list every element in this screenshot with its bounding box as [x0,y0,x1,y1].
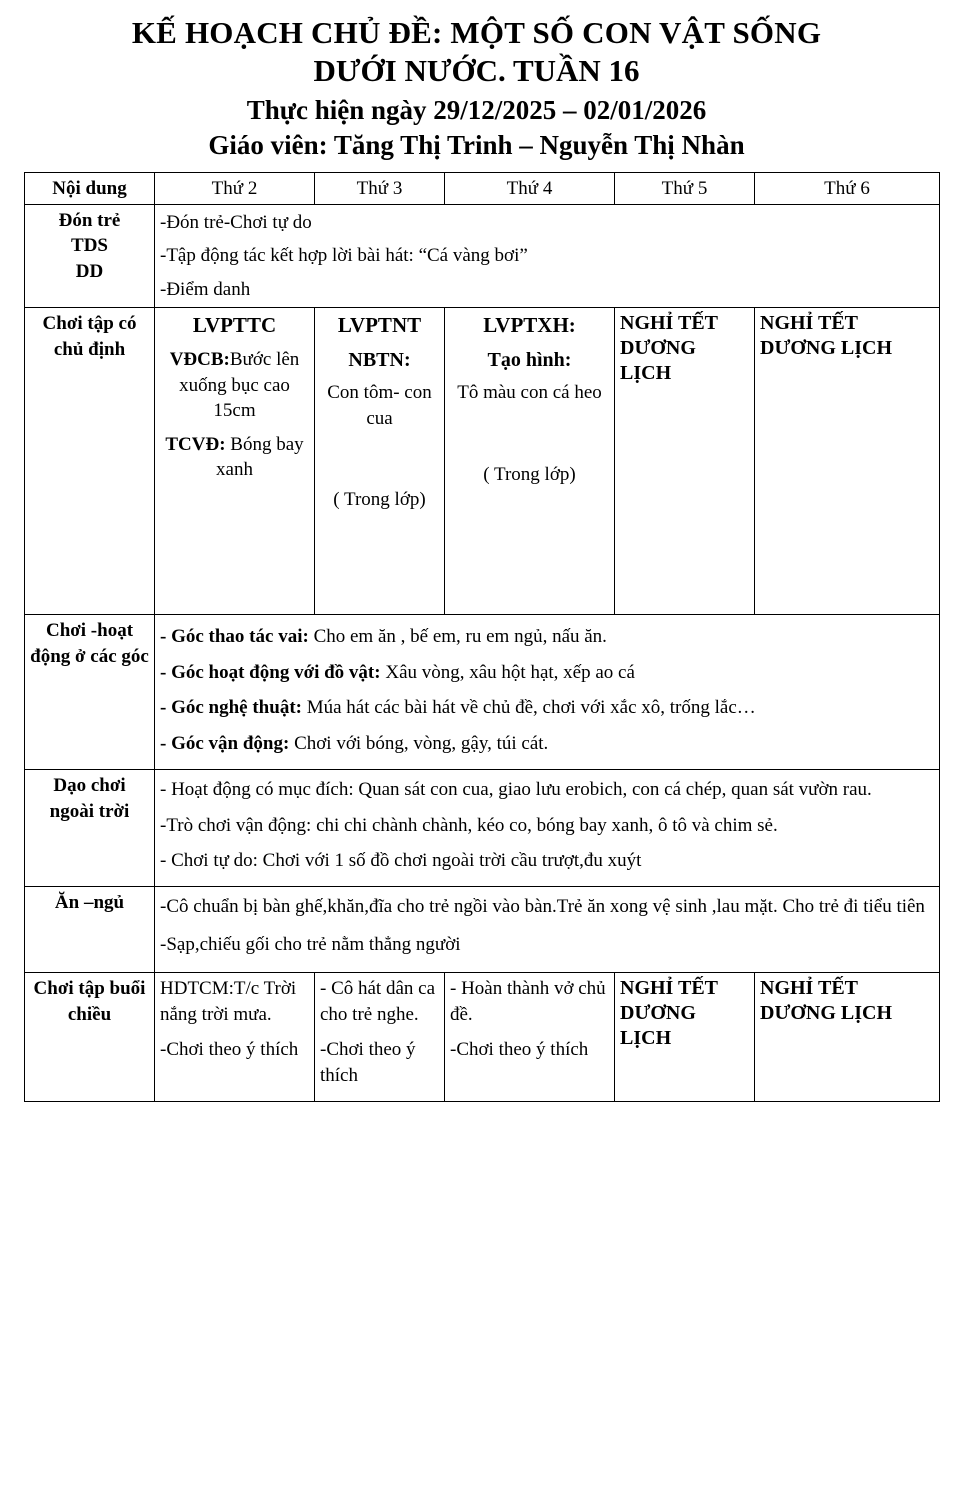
lvptxh-title: LVPTXH: [483,313,576,338]
cell-buoi-chieu-thu3 [315,973,445,1102]
goc-item-4 [160,731,934,756]
row-label-don-tre [25,204,155,307]
tcvd-line [160,432,309,483]
cell-an-ngu-content [155,887,940,973]
row-label-choi-tap: Chơi tập có chủ định [25,308,155,615]
goc-item-2-label: - Góc hoạt động với đồ vật: [160,661,381,683]
table-row-goc [25,615,940,770]
title-line-2: DƯỚI NƯỚC. TUẦN 16 [313,52,640,88]
goc-item-2 [160,660,934,685]
vdcb-line [160,347,309,423]
nghi-tet-thu5: NGHỈ TẾT DƯƠNG LỊCH [620,312,718,385]
lvpttc-title: LVPTTC [192,313,277,338]
cell-buoi-chieu-thu6 [755,973,940,1102]
dao-choi-item-1: - Hoạt động có mục đích: Quan sát con cua, giao lưu erobich, con cá chép, quan sát vườn rau. [160,779,872,801]
document-header [24,14,929,162]
goc-item-3 [160,695,934,720]
cell-choi-tap-thu4 [445,308,615,615]
don-tre-line-3: -Điểm danh [160,278,251,300]
buoi-chieu-thu4-line-2: -Chơi theo ý thích [450,1039,589,1061]
vdcb-text: Bước lên xuống bục cao 15cm [179,349,300,422]
goc-item-1-text: Cho em ăn , bế em, ru em ngủ, nấu ăn. [308,626,607,648]
nbtn-label: NBTN: [348,349,411,372]
cell-don-tre-content [155,204,940,307]
vdcb-label: VĐCB: [169,349,230,371]
cell-choi-tap-thu6 [755,308,940,615]
dao-choi-item-2: -Trò chơi vận động: chi chi chành chành, kéo co, bóng bay xanh, ô tô và chim sẻ. [160,814,778,836]
header-cell-thu4: Thứ 4 [445,172,615,204]
thu4-note: ( Trong lớp) [483,463,576,485]
cell-choi-tap-thu5 [615,308,755,615]
buoi-chieu-thu4-line-1: - Hoàn thành vở chủ đề. [450,978,606,1025]
row-label-dao-choi: Dạo chơi ngoài trời [25,770,155,887]
goc-item-1 [160,624,934,649]
goc-item-4-label: - Góc vận động: [160,732,290,754]
header-cell-thu6: Thứ 6 [755,172,940,204]
goc-item-3-text: Múa hát các bài hát về chủ đề, chơi với xắc xô, trống lắc… [301,697,756,719]
buoi-chieu-thu3-line-2: -Chơi theo ý thích [320,1039,416,1086]
cell-goc-content [155,615,940,770]
thu3-note: ( Trong lớp) [333,489,426,511]
label-don-tre: Đón trẻ [58,209,121,231]
nghi-tet-pm-thu6: NGHỈ TẾT DƯƠNG LỊCH [760,977,893,1025]
table-row-buoi-chieu [25,973,940,1102]
label-dd: DD [75,260,104,282]
goc-item-1-label: - Góc thao tác vai: [160,626,309,648]
tcvd-text: Bóng bay xanh [216,433,304,481]
lvptnt-title: LVPTNT [337,313,422,338]
cell-choi-tap-thu3 [315,308,445,615]
table-row-choi-tap-co-chu-dinh [25,308,940,615]
header-cell-thu3: Thứ 3 [315,172,445,204]
header-cell-thu2: Thứ 2 [155,172,315,204]
date-range-line: Thực hiện ngày 29/12/2025 – 02/01/2026 [246,94,707,125]
nbtn-text: Con tôm- con cua [327,382,432,429]
table-row-an-ngu [25,887,940,973]
buoi-chieu-thu2-line-2: -Chơi theo ý thích [160,1039,299,1061]
don-tre-line-2: -Tập động tác kết hợp lời bài hát: “Cá vàng bơi” [160,245,528,267]
goc-item-3-label: - Góc nghệ thuật: [160,697,302,719]
title-line-1: KẾ HOẠCH CHỦ ĐỀ: MỘT SỐ CON VẬT SỐNG [131,15,822,50]
buoi-chieu-thu3-line-1: - Cô hát dân ca cho trẻ nghe. [320,978,436,1025]
cell-choi-tap-thu2 [155,308,315,615]
row-label-goc: Chơi -hoạt động ở các góc [25,615,155,770]
goc-item-4-text: Chơi với bóng, vòng, gậy, túi cát. [289,732,549,754]
tcvd-label: TCVĐ: [165,433,226,455]
an-ngu-item-1: -Cô chuẩn bị bàn ghế,khăn,đĩa cho trẻ ngồi vào bàn.Trẻ ăn xong vệ sinh ,lau mặt. Cho trẻ đi tiểu tiên [160,896,925,918]
row-label-buoi-chieu: Chơi tập buổi chiều [25,973,155,1102]
cell-buoi-chieu-thu2 [155,973,315,1102]
tao-hinh-text: Tô màu con cá heo [457,382,602,404]
teacher-line: Giáo viên: Tăng Thị Trinh – Nguyễn Thị Nhàn [208,129,745,160]
don-tre-line-1: -Đón trẻ-Chơi tự do [160,211,312,233]
weekly-plan-table [24,172,940,1103]
nghi-tet-thu6: NGHỈ TẾT DƯƠNG LỊCH [760,312,893,360]
cell-buoi-chieu-thu4 [445,973,615,1102]
tao-hinh-label: Tạo hình: [487,349,572,372]
table-row-don-tre [25,204,940,307]
header-cell-noidung: Nội dung [25,172,155,204]
row-label-an-ngu: Ăn –ngủ [25,887,155,973]
label-tds: TDS [71,235,108,257]
table-header-row [25,172,940,204]
cell-buoi-chieu-thu5 [615,973,755,1102]
cell-dao-choi-content [155,770,940,887]
goc-item-2-text: Xâu vòng, xâu hột hạt, xếp ao cá [380,661,635,683]
nghi-tet-pm-thu5: NGHỈ TẾT DƯƠNG LỊCH [620,977,718,1050]
header-cell-thu5: Thứ 5 [615,172,755,204]
dao-choi-item-3: - Chơi tự do: Chơi với 1 số đồ chơi ngoài trời cầu trượt,đu xuýt [160,850,642,872]
buoi-chieu-thu2-line-1: HDTCM:T/c Trời nắng trời mưa. [160,978,297,1025]
an-ngu-item-2: -Sạp,chiếu gối cho trẻ nằm thẳng người [160,933,461,955]
table-row-dao-choi [25,770,940,887]
